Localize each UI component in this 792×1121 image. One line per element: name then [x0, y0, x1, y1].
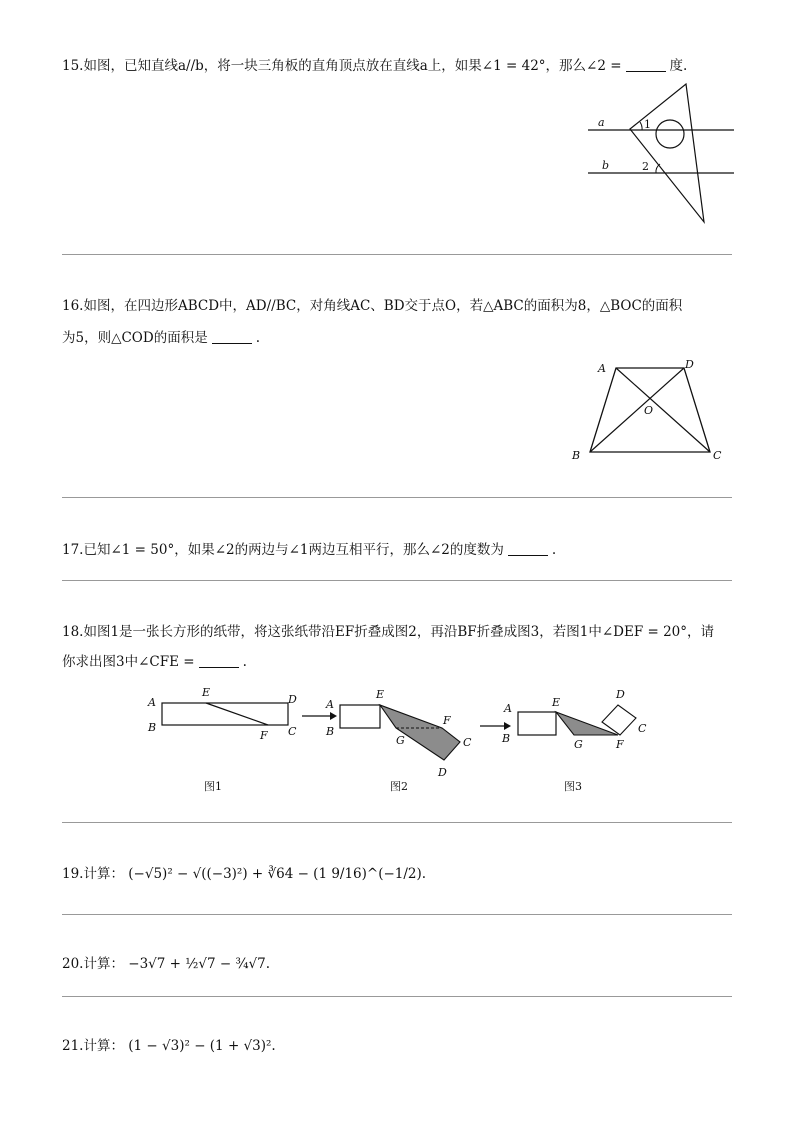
divider	[62, 914, 732, 915]
q16-figure	[568, 356, 738, 466]
q15-label-a: a	[598, 116, 605, 129]
q18-f2-B: B	[326, 725, 335, 738]
q15-label-1: 1	[644, 118, 651, 131]
question-15	[62, 54, 687, 80]
q16-label-B: B	[572, 449, 581, 462]
q18-caption-2: 图2	[390, 780, 408, 793]
q18-f2-F: F	[443, 714, 451, 727]
q15-text: 15.如图，已知直线a//b，将一块三角板的直角顶点放在直线a上，如果∠1 = 42°，那么∠2 =	[62, 58, 622, 74]
q17-text-end: .	[551, 542, 557, 558]
divider	[62, 497, 732, 498]
q21-expression: (1 − √3)² − (1 + √3)².	[128, 1038, 276, 1054]
question-19	[62, 862, 426, 888]
q18-f1-A: A	[148, 696, 156, 709]
q18-f2-A: A	[326, 698, 334, 711]
q18-line1: 18.如图1是一张长方形的纸带，将这张纸带沿EF折叠成图2，再沿BF折叠成图3，若图1中∠DEF = 20°，请	[62, 624, 715, 640]
q18-figure-3	[501, 688, 647, 793]
q15-text-end: 度.	[669, 58, 688, 74]
q18-f2-G: G	[396, 734, 405, 747]
q20-expression: −3√7 + ½√7 − ¾√7.	[128, 956, 271, 972]
q15-label-b: b	[602, 159, 610, 172]
q15-figure	[588, 84, 738, 229]
q16-blank[interactable]	[212, 329, 252, 344]
q18-line2: 你求出图3中∠CFE =	[62, 653, 195, 670]
q16-line2-end: .	[255, 329, 260, 346]
question-18	[62, 620, 714, 675]
q18-f2-C: C	[463, 736, 472, 749]
q18-figure-2	[325, 688, 472, 793]
q18-f3-D: D	[616, 688, 625, 701]
q18-f1-B: B	[148, 721, 157, 734]
q18-f3-G: G	[574, 738, 583, 751]
q18-f1-D: D	[288, 693, 297, 706]
q16-line2: 为5，则△COD的面积是	[62, 329, 208, 346]
q18-line2-end: .	[242, 653, 247, 670]
q21-prefix: 21.计算：	[62, 1038, 124, 1054]
divider	[62, 822, 732, 823]
q15-blank[interactable]	[626, 58, 666, 73]
q18-f3-B: B	[502, 732, 511, 745]
divider	[62, 996, 732, 997]
divider	[62, 254, 732, 255]
q19-expression: (−√5)² − √((−3)²) + ∛64 − (1 9/16)^(−1/2).	[128, 866, 427, 882]
q16-label-O: O	[644, 404, 654, 417]
divider	[62, 580, 732, 581]
q15-label-2: 2	[642, 160, 649, 173]
question-16	[62, 294, 682, 351]
q16-line1: 16.如图，在四边形ABCD中，AD//BC，对角线AC、BD交于点O，若△ABC的面积为8，△BOC的面积	[62, 298, 683, 314]
q18-blank[interactable]	[199, 653, 239, 668]
q18-f2-E: E	[376, 688, 385, 701]
q18-caption-3: 图3	[564, 780, 582, 793]
question-20	[62, 952, 270, 978]
q18-figure-1	[147, 686, 297, 793]
q20-prefix: 20.计算：	[62, 956, 124, 972]
q18-figures	[140, 686, 660, 798]
q16-label-A: A	[598, 362, 606, 375]
q16-label-C: C	[713, 449, 722, 462]
q19-prefix: 19.计算：	[62, 866, 124, 882]
question-21	[62, 1034, 276, 1060]
q17-text: 17.已知∠1 = 50°，如果∠2的两边与∠1两边互相平行，那么∠2的度数为	[62, 542, 504, 558]
q18-f2-D: D	[438, 766, 447, 779]
q18-f3-E: E	[552, 696, 561, 709]
q17-blank[interactable]	[508, 542, 548, 557]
q18-f3-C: C	[638, 722, 647, 735]
q18-f1-F: F	[260, 729, 268, 742]
q18-caption-1: 图1	[204, 780, 222, 793]
q16-label-D: D	[685, 358, 694, 371]
question-17	[62, 538, 556, 564]
q18-f3-A: A	[504, 702, 512, 715]
q18-f3-F: F	[616, 738, 624, 751]
q18-f1-E: E	[202, 686, 211, 699]
q18-f1-C: C	[288, 725, 297, 738]
